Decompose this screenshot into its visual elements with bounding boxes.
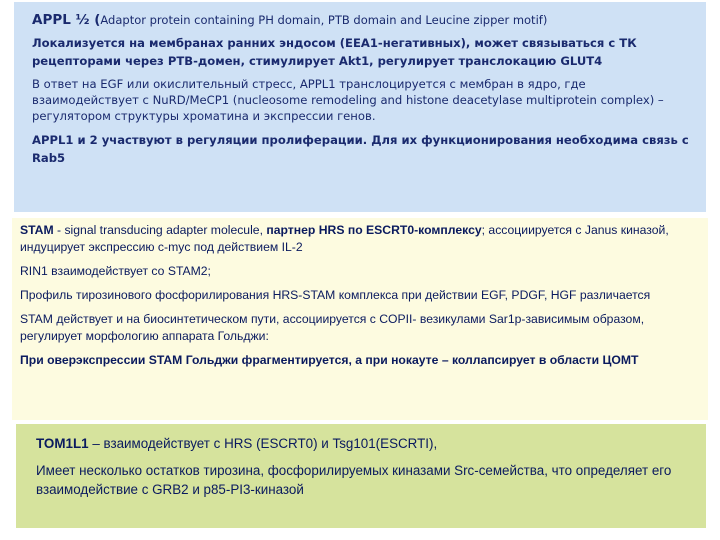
appl-translocation-text: В ответ на EGF или окислительный стресс, APPL1 транслоцируется с мембран в ядро, где взаимодействует с NuRD/MeCP1 (nucleosome remodeling and histone deacetylase multiprotein complex) – регулятором структуры хроматина и экспрессии генов.: [32, 77, 664, 123]
stam-def-c: ; ассоциируется с Janus киназой, индуцирует экспрессию c-myc под действием IL-2: [20, 223, 669, 254]
stam-biosynthetic-text: STAM действует и на биосинтетическом пути, ассоциируется с COPII- везикулами Sar1p-зависимым образом, регулирует морфологию аппарата Гольджи:: [20, 312, 645, 343]
tom1l1-interaction-text: – взаимодействует с HRS (ESCRT0) и Tsg101(ESCRTI),: [88, 436, 438, 451]
appl-title: [32, 12, 692, 29]
stam-golgi-text: При оверэкспрессии STAM Гольджи фрагментируется, а при нокауте – коллапсирует в области ЦОМТ: [20, 353, 639, 367]
stam-def-b: партнер HRS по ESCRT0-комплексу: [266, 223, 482, 237]
appl-title-rest: Adaptor protein containing PH domain, PTB domain and Leucine zipper motif): [100, 13, 548, 27]
tom1l1-interaction: [36, 434, 692, 453]
stam-name: STAM: [20, 223, 54, 237]
appl-localization-text: Локализуется на мембранах ранних эндосом (EEA1-негативных), может связываться с ТК рецепторами через PTB-домен, стимулирует Akt1, регулирует транслокацию GLUT4: [32, 36, 637, 68]
stam-phospho-text: Профиль тирозинового фосфорилирования HRS-STAM комплекса при действии EGF, PDGF, HGF различается: [20, 288, 651, 302]
tom1l1-name: TOM1L1: [36, 436, 89, 451]
stam-info-box: [12, 218, 708, 420]
tom1l1-tyrosine-text: Имеет несколько остатков тирозина, фосфорилируемых киназами Src-семейства, что определяет его взаимодействие с GRB2 и p85-PI3-киназой: [36, 463, 672, 497]
stam-rin1-text: RIN1 взаимодействует со STAM2;: [20, 264, 211, 278]
appl-proliferation-text: APPL1 и 2 участвуют в регуляции пролиферации. Для их функционирования необходима связь с Rab5: [32, 133, 689, 165]
appl-info-box: [14, 2, 706, 212]
stam-definition: [20, 222, 700, 256]
tom1l1-info-box: [16, 424, 706, 528]
stam-def-a: - signal transducing adapter molecule,: [53, 223, 267, 237]
appl-title-bold: APPL ½ (: [32, 12, 101, 28]
